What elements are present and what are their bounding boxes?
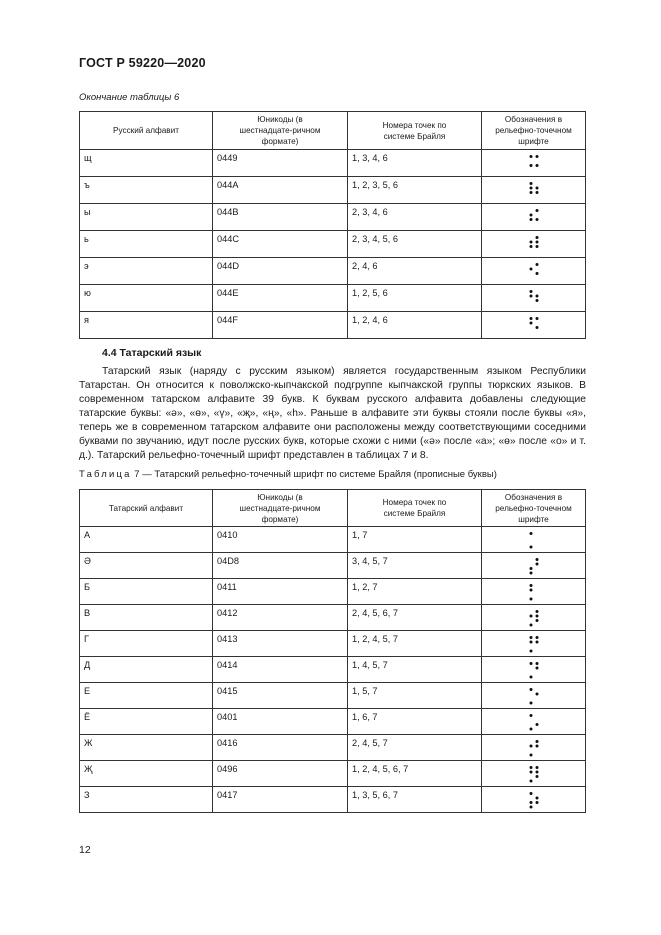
braille-dot-7	[529, 597, 532, 600]
braille-dot-2	[529, 295, 532, 298]
braille-dot-4	[535, 636, 538, 639]
braille-symbol	[527, 557, 541, 575]
braille-dots	[527, 208, 541, 226]
braille-dot-2	[529, 770, 532, 773]
table-row	[80, 177, 586, 204]
cell-braille	[482, 631, 586, 657]
cell-letter: З	[80, 787, 213, 813]
braille-dot-1	[529, 766, 532, 769]
column-header-unicode	[213, 112, 348, 150]
braille-dot-5	[535, 295, 538, 298]
braille-dot-1	[529, 688, 532, 691]
cell-dots: 2, 4, 5, 7	[348, 735, 482, 761]
table-row	[80, 527, 586, 553]
cell-braille	[482, 683, 586, 709]
column-header-braille-text: Обозначения в рельефно-точечном шрифте	[495, 492, 572, 524]
cell-dots: 1, 2, 4, 5, 6, 7	[348, 761, 482, 787]
cell-letter: Г	[80, 631, 213, 657]
cell-unicode: 0413	[213, 631, 348, 657]
braille-dot-7	[529, 545, 532, 548]
table7-label: Таблица	[79, 469, 132, 480]
column-header-dots-text: Номера точек по системе Брайля	[382, 498, 447, 518]
cell-unicode: 0412	[213, 605, 348, 631]
table-row	[80, 553, 586, 579]
cell-dots: 1, 5, 7	[348, 683, 482, 709]
braille-dots	[527, 609, 541, 627]
table7-title	[79, 469, 497, 480]
braille-dot-6	[535, 299, 538, 302]
braille-dots	[527, 791, 541, 809]
braille-dot-2	[529, 640, 532, 643]
braille-dot-7	[529, 649, 532, 652]
braille-dot-3	[529, 801, 532, 804]
braille-symbol	[527, 583, 541, 601]
table-row	[80, 683, 586, 709]
table-row	[80, 312, 586, 339]
cell-letter: ы	[80, 204, 213, 231]
table-row	[80, 657, 586, 683]
cell-unicode: 04D8	[213, 553, 348, 579]
braille-dot-1	[529, 792, 532, 795]
braille-dot-1	[529, 714, 532, 717]
braille-dots	[527, 557, 541, 575]
cell-dots: 1, 7	[348, 527, 482, 553]
braille-dot-3	[529, 164, 532, 167]
cell-braille	[482, 605, 586, 631]
braille-dot-4	[535, 610, 538, 613]
braille-dot-5	[535, 692, 538, 695]
cell-letter: э	[80, 258, 213, 285]
cell-braille	[482, 579, 586, 605]
braille-dot-5	[535, 796, 538, 799]
cell-braille	[482, 761, 586, 787]
cell-unicode: 0401	[213, 709, 348, 735]
braille-dot-7	[529, 675, 532, 678]
cell-letter: щ	[80, 150, 213, 177]
braille-dot-4	[535, 236, 538, 239]
cell-braille	[482, 312, 586, 339]
braille-symbol	[527, 316, 541, 334]
cell-dots: 2, 4, 6	[348, 258, 482, 285]
braille-dot-4	[535, 558, 538, 561]
cell-unicode: 044E	[213, 285, 348, 312]
cell-letter: ю	[80, 285, 213, 312]
cell-unicode: 0449	[213, 150, 348, 177]
cell-letter: В	[80, 605, 213, 631]
table-row	[80, 735, 586, 761]
cell-letter: Җ	[80, 761, 213, 787]
cell-braille	[482, 150, 586, 177]
braille-symbol	[527, 289, 541, 307]
cell-dots: 2, 4, 5, 6, 7	[348, 605, 482, 631]
braille-dot-3	[529, 245, 532, 248]
column-header-braille-text: Обозначения в рельефно-точечном шрифте	[495, 115, 572, 146]
braille-dot-7	[529, 623, 532, 626]
cell-unicode: 044F	[213, 312, 348, 339]
cell-braille	[482, 657, 586, 683]
section-paragraph: Татарский язык (наряду с русским языком) является государственным языком Республики Татарстан. Он относится к поволжско-кыпчакской подгруппе кыпчакской группы тюркских языков. В современном татарском алфавите 39 букв. К буквам русского алфавита добавлены следующие татарские буквы: «ә», «ө», «ү», «җ», «ң», «һ». Раньше в алфавите эти буквы стояли после буквы «я», теперь же в современном татарском алфавите они расположены между соответствующими соседними буквами по звучанию, идут после русских букв, которые схожи с ними («ә» после «а»; «ө» после «о» и т. д.). Татарский рельефно-точечный шрифт представлен в таблицах 7 и 8.	[79, 366, 586, 461]
column-header-braille	[482, 112, 586, 150]
cell-dots: 1, 2, 4, 6	[348, 312, 482, 339]
braille-dot-5	[535, 562, 538, 565]
braille-dot-3	[529, 191, 532, 194]
cell-braille	[482, 231, 586, 258]
cell-dots: 1, 3, 4, 6	[348, 150, 482, 177]
cell-dots: 1, 4, 5, 7	[348, 657, 482, 683]
braille-dot-1	[529, 317, 532, 320]
braille-dot-5	[535, 614, 538, 617]
table7-title-text: 7 — Татарский рельефно-точечный шрифт по системе Брайля (прописные буквы)	[131, 469, 497, 480]
braille-dot-6	[535, 723, 538, 726]
cell-braille	[482, 285, 586, 312]
cell-dots: 1, 2, 7	[348, 579, 482, 605]
braille-dots	[527, 181, 541, 199]
braille-symbol	[527, 791, 541, 809]
braille-dot-7	[529, 753, 532, 756]
table-row	[80, 258, 586, 285]
table-row	[80, 631, 586, 657]
cell-braille	[482, 787, 586, 813]
braille-dot-7	[529, 805, 532, 808]
cell-unicode: 044D	[213, 258, 348, 285]
cell-letter: Ё	[80, 709, 213, 735]
cell-braille	[482, 709, 586, 735]
section-heading: 4.4 Татарский язык	[102, 347, 202, 359]
braille-dot-5	[535, 241, 538, 244]
cell-unicode: 0416	[213, 735, 348, 761]
cell-letter: Д	[80, 657, 213, 683]
braille-dot-2	[529, 268, 532, 271]
braille-symbol	[527, 154, 541, 172]
braille-dot-6	[535, 326, 538, 329]
cell-braille	[482, 553, 586, 579]
cell-dots: 1, 3, 5, 6, 7	[348, 787, 482, 813]
table-row	[80, 761, 586, 787]
braille-dot-1	[529, 290, 532, 293]
braille-dot-6	[535, 272, 538, 275]
braille-symbol	[527, 262, 541, 280]
braille-dot-4	[535, 155, 538, 158]
table-header-row	[80, 112, 586, 150]
braille-dot-7	[529, 727, 532, 730]
braille-dot-4	[535, 662, 538, 665]
cell-dots: 1, 6, 7	[348, 709, 482, 735]
cell-unicode: 0415	[213, 683, 348, 709]
table-row	[80, 204, 586, 231]
braille-symbol	[527, 713, 541, 731]
column-header-dots-text: Номера точек по системе Брайля	[382, 120, 447, 141]
cell-unicode: 044A	[213, 177, 348, 204]
braille-symbol	[527, 765, 541, 783]
braille-dots	[527, 289, 541, 307]
column-header-unicode-text: Юникоды (в шестнадцате-ричном формате)	[239, 115, 321, 146]
braille-dots	[527, 583, 541, 601]
braille-dot-2	[529, 322, 532, 325]
braille-symbol	[527, 208, 541, 226]
braille-dot-1	[529, 182, 532, 185]
braille-dot-4	[535, 263, 538, 266]
table6-continuation-caption: Окончание таблицы 6	[79, 92, 180, 103]
cell-letter: ъ	[80, 177, 213, 204]
braille-dot-2	[529, 744, 532, 747]
braille-table-russian	[79, 111, 586, 339]
cell-dots: 1, 2, 3, 5, 6	[348, 177, 482, 204]
cell-unicode: 044B	[213, 204, 348, 231]
braille-dot-5	[535, 770, 538, 773]
braille-dot-6	[535, 801, 538, 804]
cell-dots: 1, 2, 5, 6	[348, 285, 482, 312]
braille-symbol	[527, 687, 541, 705]
braille-dots	[527, 316, 541, 334]
cell-dots: 3, 4, 5, 7	[348, 553, 482, 579]
cell-letter: Ж	[80, 735, 213, 761]
cell-unicode: 0411	[213, 579, 348, 605]
braille-dot-1	[529, 155, 532, 158]
braille-dot-5	[535, 640, 538, 643]
braille-dot-6	[535, 619, 538, 622]
braille-dot-2	[529, 588, 532, 591]
column-header-unicode	[213, 490, 348, 527]
cell-braille	[482, 204, 586, 231]
braille-dots	[527, 687, 541, 705]
cell-letter: Е	[80, 683, 213, 709]
document-standard-header: ГОСТ Р 59220—2020	[79, 56, 206, 70]
cell-dots: 1, 2, 4, 5, 7	[348, 631, 482, 657]
braille-symbol	[527, 739, 541, 757]
cell-unicode: 0414	[213, 657, 348, 683]
cell-letter: Ә	[80, 553, 213, 579]
table-header-row	[80, 490, 586, 527]
braille-dot-4	[535, 740, 538, 743]
braille-dot-6	[535, 218, 538, 221]
braille-dots	[527, 713, 541, 731]
braille-dots	[527, 531, 541, 549]
braille-dot-7	[529, 571, 532, 574]
braille-dot-6	[535, 775, 538, 778]
table-row	[80, 150, 586, 177]
column-header-alphabet: Русский алфавит	[80, 112, 213, 150]
braille-dot-2	[529, 214, 532, 217]
braille-dots	[527, 661, 541, 679]
table-row	[80, 787, 586, 813]
braille-dots	[527, 235, 541, 253]
braille-dot-1	[529, 532, 532, 535]
cell-unicode: 044C	[213, 231, 348, 258]
table-row	[80, 285, 586, 312]
braille-dot-7	[529, 779, 532, 782]
cell-dots: 2, 3, 4, 5, 6	[348, 231, 482, 258]
braille-dot-2	[529, 241, 532, 244]
braille-symbol	[527, 235, 541, 253]
braille-symbol	[527, 609, 541, 627]
braille-symbol	[527, 531, 541, 549]
cell-letter: Б	[80, 579, 213, 605]
braille-dot-6	[535, 164, 538, 167]
braille-dot-2	[529, 614, 532, 617]
cell-braille	[482, 735, 586, 761]
cell-letter: я	[80, 312, 213, 339]
table-row	[80, 709, 586, 735]
braille-dots	[527, 262, 541, 280]
braille-dot-4	[535, 766, 538, 769]
column-header-dots	[348, 112, 482, 150]
braille-dots	[527, 635, 541, 653]
braille-dot-3	[529, 218, 532, 221]
cell-letter: А	[80, 527, 213, 553]
braille-dot-5	[535, 666, 538, 669]
braille-symbol	[527, 661, 541, 679]
braille-dot-6	[535, 245, 538, 248]
braille-dot-1	[529, 584, 532, 587]
cell-braille	[482, 258, 586, 285]
braille-symbol	[527, 181, 541, 199]
braille-dot-4	[535, 209, 538, 212]
braille-dot-7	[529, 701, 532, 704]
cell-unicode: 0496	[213, 761, 348, 787]
braille-dot-4	[535, 317, 538, 320]
table-row	[80, 231, 586, 258]
column-header-dots	[348, 490, 482, 527]
cell-letter: ь	[80, 231, 213, 258]
column-header-alphabet: Татарский алфавит	[80, 490, 213, 527]
braille-dot-3	[529, 567, 532, 570]
cell-braille	[482, 527, 586, 553]
braille-dots	[527, 739, 541, 757]
braille-dot-1	[529, 636, 532, 639]
table-row	[80, 579, 586, 605]
column-header-unicode-text: Юникоды (в шестнадцате-ричном формате)	[239, 492, 321, 524]
braille-dot-2	[529, 187, 532, 190]
cell-unicode: 0410	[213, 527, 348, 553]
braille-dots	[527, 765, 541, 783]
braille-table-tatar	[79, 489, 586, 813]
cell-braille	[482, 177, 586, 204]
cell-dots: 2, 3, 4, 6	[348, 204, 482, 231]
braille-dot-5	[535, 744, 538, 747]
braille-dot-6	[535, 191, 538, 194]
cell-unicode: 0417	[213, 787, 348, 813]
page-number: 12	[79, 844, 91, 856]
braille-symbol	[527, 635, 541, 653]
column-header-braille	[482, 490, 586, 527]
braille-dot-5	[535, 187, 538, 190]
table-row	[80, 605, 586, 631]
braille-dot-1	[529, 662, 532, 665]
braille-dots	[527, 154, 541, 172]
